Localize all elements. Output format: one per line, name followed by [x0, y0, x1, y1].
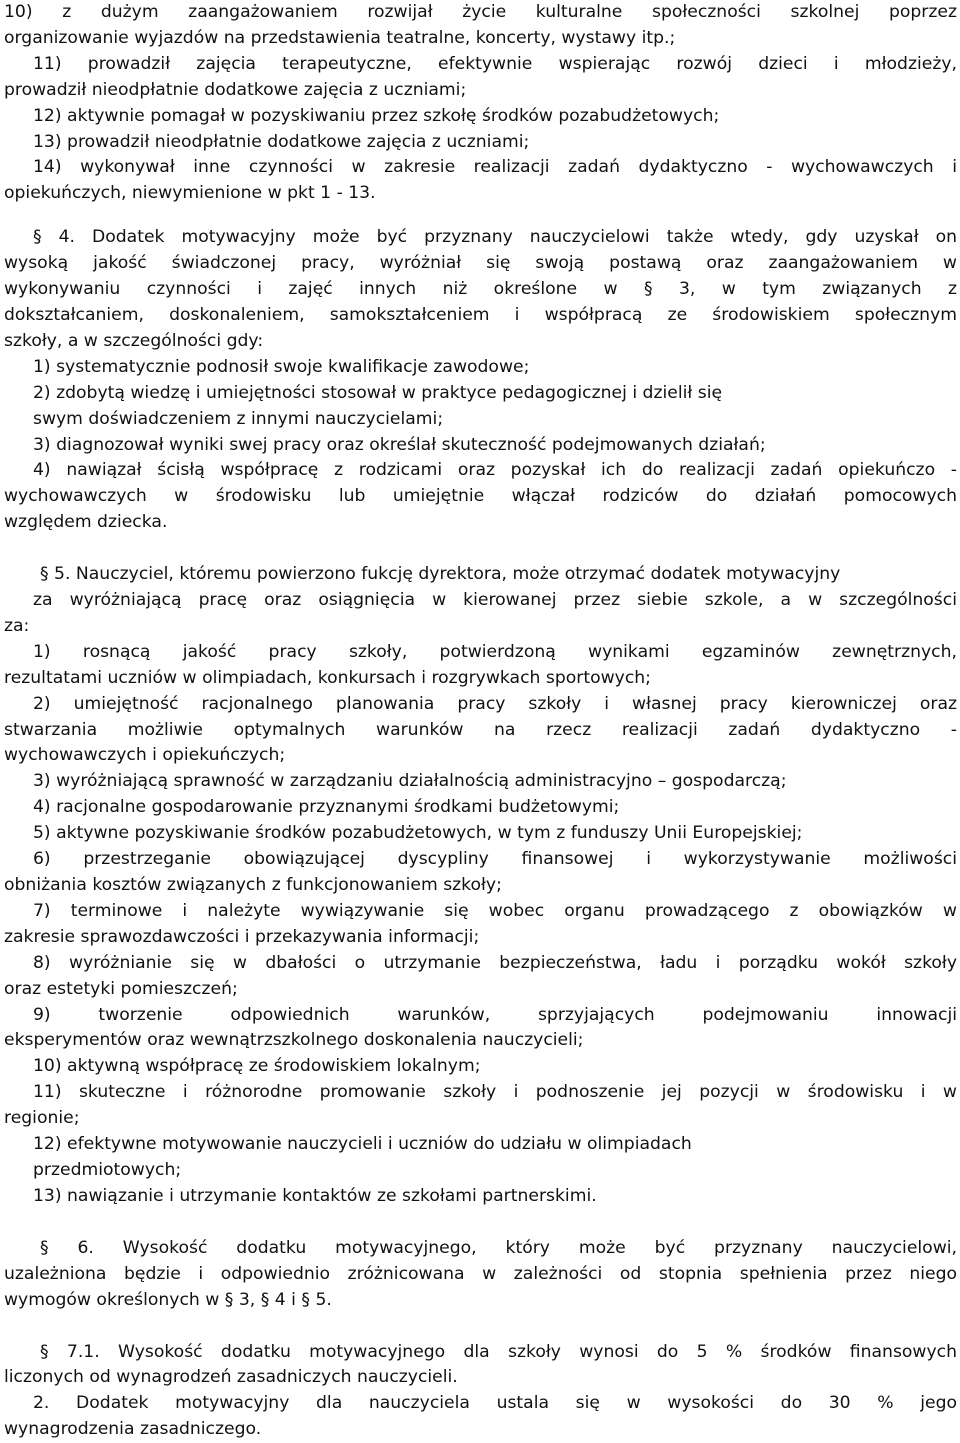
spacer: [4, 1314, 957, 1340]
list-item-line: 7) terminowe i należyte wywiązywanie się wobec organu prowadzącego z obowiązków w: [33, 900, 957, 921]
list-item-line: 11) prowadził zajęcia terapeutyczne, efektywnie wspierając rozwój dzieci i młodzieży,: [33, 53, 957, 74]
section-7-heading-line: § 7.1. Wysokość dodatku motywacyjnego dla szkoły wynosi do 5 % środków finansowych: [40, 1341, 957, 1362]
list-item-line: 4) racjonalne gospodarowanie przyznanymi środkami budżetowymi;: [33, 797, 620, 818]
paragraph-line: za wyróżniającą pracę oraz osiągnięcia w kierowanej przez siebie szkole, a w szczególności: [33, 590, 957, 611]
list-item-line: przedmiotowych;: [33, 1159, 182, 1180]
section-4-heading-line: § 4. Dodatek motywacyjny może być przyznany nauczycielowi także wtedy, gdy uzyskał on: [33, 227, 957, 248]
list-item-line: 4) nawiązał ścisłą współpracę z rodzicami oraz pozyskał ich do realizacji zadań opiekuńczo -: [33, 460, 957, 481]
paragraph-line: uzależniona będzie i odpowiednio zróżnicowana w zależności od stopnia spełnienia przez niego: [4, 1263, 957, 1284]
list-item-line: 1) rosnącą jakość pracy szkoły, potwierdzoną wynikami egzaminów zewnętrznych,: [33, 641, 957, 662]
paragraph-line: wychowawczych w środowisku lub umiejętnie włączał rodziców do działań pomocowych: [4, 486, 957, 507]
paragraph-line: wynagrodzenia zasadniczego.: [4, 1419, 262, 1440]
paragraph-line: organizowanie wyjazdów na przedstawienia teatralne, koncerty, wystawy itp.;: [4, 27, 676, 48]
list-item-line: 3) wyróżniającą sprawność w zarządzaniu działalnością administracyjno – gospodarczą;: [33, 771, 787, 792]
list-item-line: 6) przestrzeganie obowiązującej dyscypliny finansowej i wykorzystywanie możliwości: [33, 849, 957, 870]
section-5-heading-line: § 5. Nauczyciel, któremu powierzono fukcję dyrektora, może otrzymać dodatek motywacyjny: [40, 564, 841, 585]
paragraph-line: wysoką jakość świadczonej pracy, wyróżniał się swoją postawą oraz zaangażowaniem w: [4, 253, 957, 274]
list-item-line: 12) aktywnie pomagał w pozyskiwaniu przez szkołę środków pozabudżetowych;: [33, 105, 720, 126]
spacer: [4, 207, 957, 225]
list-item-line: 5) aktywne pozyskiwanie środków pozabudżetowych, w tym z funduszy Unii Europejskiej;: [33, 823, 803, 844]
list-item-line: 2) zdobytą wiedzę i umiejętności stosował w praktyce pedagogicznej i dzielił się: [33, 382, 723, 403]
paragraph-line: wychowawczych i opiekuńczych;: [4, 745, 286, 766]
list-item-line: 9) tworzenie odpowiednich warunków, sprzyjających podejmowaniu innowacji: [33, 1004, 957, 1025]
list-item-line: 8) wyróżnianie się w dbałości o utrzymanie bezpieczeństwa, ładu i porządku wokół szkoły: [33, 952, 957, 973]
list-item-line: 3) diagnozował wyniki swej pracy oraz określał skuteczność podejmowanych działań;: [33, 434, 766, 455]
paragraph-line: opiekuńczych, niewymienione w pkt 1 - 13.: [4, 183, 376, 204]
paragraph-line: rezultatami uczniów w olimpiadach, konkursach i rozgrywkach sportowych;: [4, 667, 651, 688]
paragraph-line: wykonywaniu czynności i zajęć innych niż określone w § 3, w tym związanych z: [4, 279, 957, 300]
paragraph-line: stwarzania możliwie optymalnych warunków na rzecz realizacji zadań dydaktyczno -: [4, 719, 957, 740]
list-item-line: 1) systematycznie podnosił swoje kwalifikacje zawodowe;: [33, 356, 530, 377]
paragraph-line: eksperymentów oraz wewnątrzszkolnego doskonalenia nauczycieli;: [4, 1030, 584, 1051]
list-item-line: 12) efektywne motywowanie nauczycieli i uczniów do udziału w olimpiadach: [33, 1134, 692, 1155]
paragraph-line: wymogów określonych w § 3, § 4 i § 5.: [4, 1289, 332, 1310]
spacer: [4, 536, 957, 562]
paragraph-line: szkoły, a w szczególności gdy:: [4, 330, 264, 351]
paragraph-line: regionie;: [4, 1108, 80, 1129]
paragraph-line: zakresie sprawozdawczości i przekazywania informacji;: [4, 926, 480, 947]
list-item-line: 10) aktywną współpracę ze środowiskiem lokalnym;: [33, 1056, 481, 1077]
paragraph-line: liczonych od wynagrodzeń zasadniczych nauczycieli.: [4, 1367, 458, 1388]
list-item-line: 2. Dodatek motywacyjny dla nauczyciela ustala się w wysokości do 30 % jego: [33, 1393, 957, 1414]
section-6-heading-line: § 6. Wysokość dodatku motywacyjnego, który może być przyznany nauczycielowi,: [40, 1237, 957, 1258]
list-item-line: 14) wykonywał inne czynności w zakresie realizacji zadań dydaktyczno - wychowawczych i: [33, 157, 957, 178]
paragraph-line: względem dziecka.: [4, 512, 168, 533]
paragraph-line: prowadził nieodpłatnie dodatkowe zajęcia z uczniami;: [4, 79, 467, 100]
paragraph-line: oraz estetyki pomieszczeń;: [4, 978, 238, 999]
paragraph-line: dokształcaniem, doskonaleniem, samokształceniem i współpracą ze środowiskiem społecznym: [4, 304, 957, 325]
list-item-line: 11) skuteczne i różnorodne promowanie szkoły i podnoszenie jej pozycji w środowisku i w: [33, 1082, 957, 1103]
paragraph-line: obniżania kosztów związanych z funkcjonowaniem szkoły;: [4, 875, 502, 895]
list-item-line: 2) umiejętność racjonalnego planowania pracy szkoły i własnej pracy kierowniczej oraz: [33, 693, 957, 714]
list-item-line: swym doświadczeniem z innymi nauczycielami;: [33, 408, 444, 429]
spacer: [4, 1210, 957, 1236]
paragraph-line: 10) z dużym zaangażowaniem rozwijał życie kulturalne społeczności szkolnej poprzez: [4, 2, 957, 22]
list-item-line: 13) nawiązanie i utrzymanie kontaktów ze szkołami partnerskimi.: [33, 1185, 597, 1206]
list-item-line: 13) prowadził nieodpłatnie dodatkowe zajęcia z uczniami;: [33, 131, 530, 152]
paragraph-line: za:: [4, 615, 30, 636]
